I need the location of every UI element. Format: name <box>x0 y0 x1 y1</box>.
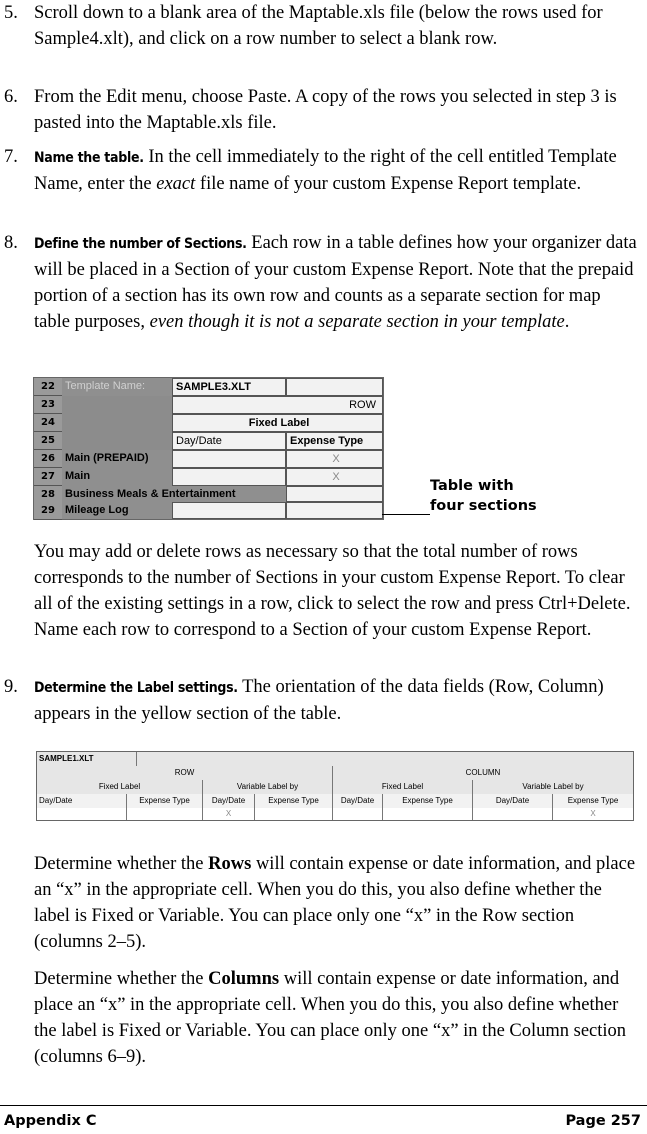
day-date-cell: Day/Date <box>473 794 553 808</box>
x-mark: X <box>203 808 255 820</box>
paragraph-bold: Columns <box>208 969 280 989</box>
table-row <box>37 808 633 820</box>
expense-type-cell: Expense Type <box>567 796 619 805</box>
fixed-label-cell: Fixed Label <box>333 780 473 794</box>
step-number: 7. <box>4 147 18 167</box>
footer-rule <box>0 1105 647 1106</box>
step-number: 9. <box>4 677 18 697</box>
section-name: Business Meals & Entertainment <box>62 486 286 502</box>
row-number: 22 <box>34 378 62 396</box>
table-callout <box>430 476 537 516</box>
expense-type-cell: Expense Type <box>127 794 203 808</box>
variable-label-cell: Variable Label by <box>522 782 584 791</box>
expense-type-header: Expense Type <box>286 432 383 450</box>
row-number: 27 <box>34 468 62 486</box>
row-number: 29 <box>34 502 62 520</box>
step-5 <box>4 0 640 52</box>
step-heading: Name the table. <box>34 150 144 166</box>
step-body: file name of your custom Expense Report template. <box>195 174 582 194</box>
step-8 <box>4 230 640 335</box>
step-6 <box>4 84 640 136</box>
row-number: 23 <box>34 396 62 414</box>
step-text <box>34 674 640 727</box>
callout-leader-line <box>382 514 430 515</box>
column-header-cell: COLUMN <box>465 768 501 777</box>
paragraph-text: will contain expense or date information, and place an “x” in the appropriate cell. When you do this, you also define whether the label is Fixed or Variable. You can place only one “x” in the Column section (columns 6–9). <box>34 969 627 1067</box>
table-row <box>37 752 633 767</box>
section-name: Mileage Log <box>62 502 172 519</box>
blank-cell <box>286 378 383 396</box>
paragraph-text: Determine whether the <box>34 969 209 989</box>
step-text: Scroll down to a blank area of the Maptable.xls file (below the rows used for Sample4.xlt), and click on a row number to select a blank row. <box>34 3 603 49</box>
table-row <box>37 766 633 781</box>
day-date-cell: Day/Date <box>37 794 127 808</box>
fixed-label-header: Fixed Label <box>172 414 383 432</box>
blank-cell <box>473 808 553 820</box>
callout-line-1: Table with <box>430 478 514 494</box>
step-text: From the Edit menu, choose Paste. A copy of the rows you selected in step 3 is pasted into the Maptable.xls file. <box>34 87 617 133</box>
step-text <box>34 144 640 197</box>
row-header: ROW <box>172 396 383 414</box>
fixed-label-cell: Fixed Label <box>37 780 203 794</box>
step-emphasis: exact <box>156 174 196 194</box>
step-7 <box>4 144 640 197</box>
section-name: Main <box>62 468 172 486</box>
step-body: The orientation of the data fields (Row, Column) appears in the yellow section of the table. <box>34 677 604 724</box>
row-number: 26 <box>34 450 62 468</box>
blank-cell <box>286 486 383 502</box>
footer-section: Appendix C <box>4 1113 97 1129</box>
table-row <box>37 794 633 809</box>
day-date-cell: Day/Date <box>333 794 383 808</box>
step-heading: Define the number of Sections. <box>34 236 247 252</box>
blank-cell <box>255 808 333 820</box>
row-number: 25 <box>34 432 62 450</box>
expense-type-cell: Expense Type <box>255 794 333 808</box>
paragraph-text: will contain expense or date information, and place an “x” in the appropriate cell. When you do this, you also define whether the label is Fixed or Variable. You can place only one “x” in the Row section (columns 2–5). <box>34 854 636 952</box>
step-9 <box>4 674 640 727</box>
x-mark: X <box>286 468 383 486</box>
blank-cell <box>383 808 473 820</box>
day-date-cell: Day/Date <box>203 794 255 808</box>
step-number: 5. <box>4 3 18 23</box>
map-table-four-sections <box>33 377 384 520</box>
label-settings-table <box>36 751 634 821</box>
footer-page-number: Page 257 <box>565 1113 641 1129</box>
step-text <box>34 230 640 335</box>
section-name: Main (PREPAID) <box>62 450 172 468</box>
blank-cell <box>127 808 203 820</box>
paragraph-text: Determine whether the <box>34 854 209 874</box>
blank-cell <box>286 502 383 519</box>
paragraph-bold: Rows <box>208 854 252 874</box>
blank-cell <box>172 468 286 486</box>
x-mark: X <box>286 450 383 468</box>
columns-paragraph <box>34 966 638 1070</box>
step-body: Each row in a table defines how your organizer data will be placed in a Section of your custom Expense Report. Note that the prepaid portion of a section has its own row and counts as a separate section for map table purposes, <box>34 233 637 332</box>
callout-line-2: four sections <box>430 498 537 514</box>
blank-cell <box>37 808 127 820</box>
blank-cell <box>333 808 383 820</box>
row-number: 28 <box>34 486 62 504</box>
day-date-header: Day/Date <box>172 432 286 450</box>
step-emphasis: even though it is not a separate section in your template <box>149 312 565 332</box>
step-heading: Determine the Label settings. <box>34 680 238 696</box>
step-body: In the cell immediately to the right of the cell entitled Template Name, enter the <box>34 147 617 194</box>
blank-cell <box>172 502 286 519</box>
row-header-cell: ROW <box>37 766 333 780</box>
blank-cell <box>172 450 286 468</box>
rows-paragraph <box>34 851 638 955</box>
table-row <box>37 780 633 795</box>
expense-type-cell: Expense Type <box>383 794 473 808</box>
template-name-label: Template Name: <box>62 378 172 396</box>
step-number: 8. <box>4 233 18 253</box>
rows-sections-paragraph: You may add or delete rows as necessary so that the total number of rows corresponds to the number of Sections in your custom Expense Report. To clear all of the existing settings in a row, click to select the row and press Ctrl+Delete. Name each row to correspond to a Section of your custom Expense Report. <box>34 542 631 640</box>
template-name-value: SAMPLE3.XLT <box>172 378 286 396</box>
step-body: . <box>564 312 570 332</box>
template-name-cell: SAMPLE1.XLT <box>37 752 137 766</box>
variable-label-cell: Variable Label by <box>203 780 333 794</box>
step-number: 6. <box>4 87 18 107</box>
x-mark: X <box>590 809 596 818</box>
row-number: 24 <box>34 414 62 432</box>
